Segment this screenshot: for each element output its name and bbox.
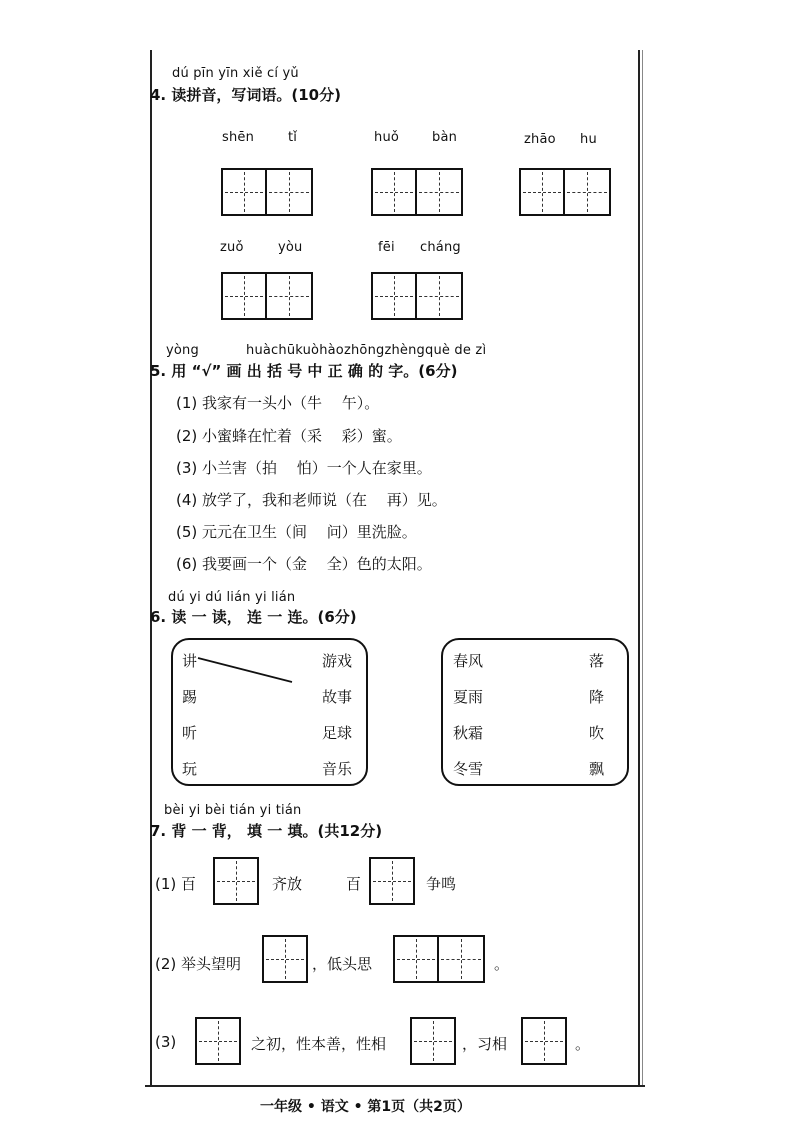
q4-word2-boxes[interactable]	[371, 168, 463, 216]
q4-word4-py-b: yòu	[278, 240, 303, 255]
q6-rp-right-2[interactable]: 降	[589, 688, 605, 706]
q7-line2-boxes[interactable]	[393, 935, 485, 983]
q6-lp-left-3[interactable]: 听	[182, 724, 198, 742]
q7-line2-box-1[interactable]	[262, 935, 308, 983]
q5-item-6: (6) 我要画一个（金 全）色的太阳。	[176, 555, 432, 573]
q4-word2-py-b: bàn	[432, 130, 458, 145]
q7-line3-a: 之初，性本善，性相	[251, 1035, 387, 1053]
q7-line1-label: (1) 百	[155, 875, 197, 893]
q6-lp-right-4[interactable]: 音乐	[322, 760, 353, 778]
q4-word2-py-a: huǒ	[374, 130, 400, 145]
q7-title: 7. 背 一 背， 填 一 填。(共12分)	[150, 822, 383, 840]
q6-lp-left-2[interactable]: 踢	[182, 688, 198, 706]
q4-word5-py-b: cháng	[420, 240, 461, 255]
q4-word4-py-a: zuǒ	[220, 240, 244, 255]
q6-rp-right-3[interactable]: 吹	[589, 724, 605, 742]
q4-word1-boxes[interactable]	[221, 168, 313, 216]
page-frame-left	[150, 50, 152, 1085]
q6-lp-right-1[interactable]: 游戏	[322, 652, 353, 670]
q4-pinyin: dú pīn yīn xiě cí yǔ	[172, 66, 299, 81]
q5-pinyin-b: huàchūkuòhàozhōngzhèngquè de zì	[246, 343, 487, 358]
q7-line3-box-3[interactable]	[521, 1017, 567, 1065]
q6-rp-left-1[interactable]: 春风	[453, 652, 484, 670]
q5-item-5: (5) 元元在卫生（间 问）里洗脸。	[176, 523, 417, 541]
q7-line2-end: 。	[494, 955, 510, 973]
q6-lp-left-4[interactable]: 玩	[182, 760, 198, 778]
q5-item-4: (4) 放学了，我和老师说（在 再）见。	[176, 491, 447, 509]
q6-lp-left-1[interactable]: 讲	[182, 652, 198, 670]
q4-word5-boxes[interactable]	[371, 272, 463, 320]
q4-word5-py-a: fēi	[378, 240, 395, 255]
page-footer: 一年级 • 语文 • 第1页（共2页）	[260, 1099, 471, 1115]
page-frame-right-edge	[642, 50, 643, 1085]
q7-line1-end: 争鸣	[426, 875, 457, 893]
q7-line1-mid: 齐放	[272, 875, 303, 893]
q7-line3-label: (3)	[155, 1033, 177, 1051]
q5-item-3: (3) 小兰害（拍 怕）一个人在家里。	[176, 459, 432, 477]
q7-line2-mid: ，低头思	[312, 955, 373, 973]
q7-line1-box-1[interactable]	[213, 857, 259, 905]
q6-pinyin: dú yi dú lián yi lián	[168, 590, 296, 605]
q6-rp-left-3[interactable]: 秋霜	[453, 724, 484, 742]
q6-rp-right-4[interactable]: 飘	[589, 760, 605, 778]
q5-item-2: (2) 小蜜蜂在忙着（采 彩）蜜。	[176, 427, 402, 445]
q4-word3-py-a: zhāo	[524, 132, 556, 147]
q5-item-1: (1) 我家有一头小（牛 午）。	[176, 394, 380, 412]
q7-line1-box-2[interactable]	[369, 857, 415, 905]
q4-title: 4. 读拼音，写词语。(10分)	[150, 86, 341, 104]
q4-word3-py-b: hu	[580, 132, 597, 147]
q5-title: 5. 用 “√” 画 出 括 号 中 正 确 的 字。(6分)	[150, 362, 458, 380]
q7-line2-label: (2) 举头望明	[155, 955, 242, 973]
q6-rp-left-2[interactable]: 夏雨	[453, 688, 484, 706]
q7-line3-end: 。	[575, 1035, 591, 1053]
q7-line3-box-2[interactable]	[410, 1017, 456, 1065]
page-frame-right	[638, 50, 640, 1085]
q6-example-connecting-line	[196, 654, 296, 686]
q6-lp-right-2[interactable]: 故事	[322, 688, 353, 706]
q7-pinyin: bèi yi bèi tián yi tián	[164, 803, 302, 818]
q6-rp-left-4[interactable]: 冬雪	[453, 760, 484, 778]
q7-line3-b: ，习相	[462, 1035, 508, 1053]
q6-rp-right-1[interactable]: 落	[589, 652, 605, 670]
q7-line3-box-1[interactable]	[195, 1017, 241, 1065]
q4-word4-boxes[interactable]	[221, 272, 313, 320]
q4-word1-py-a: shēn	[222, 130, 255, 145]
q4-word1-py-b: tǐ	[288, 130, 298, 145]
q6-lp-right-3[interactable]: 足球	[322, 724, 353, 742]
q7-line1-b: 百	[346, 875, 362, 893]
q5-pinyin-a: yòng	[166, 343, 199, 358]
q6-title: 6. 读 一 读， 连 一 连。(6分)	[150, 608, 357, 626]
q4-word3-boxes[interactable]	[519, 168, 611, 216]
page-frame-bottom	[145, 1085, 645, 1087]
